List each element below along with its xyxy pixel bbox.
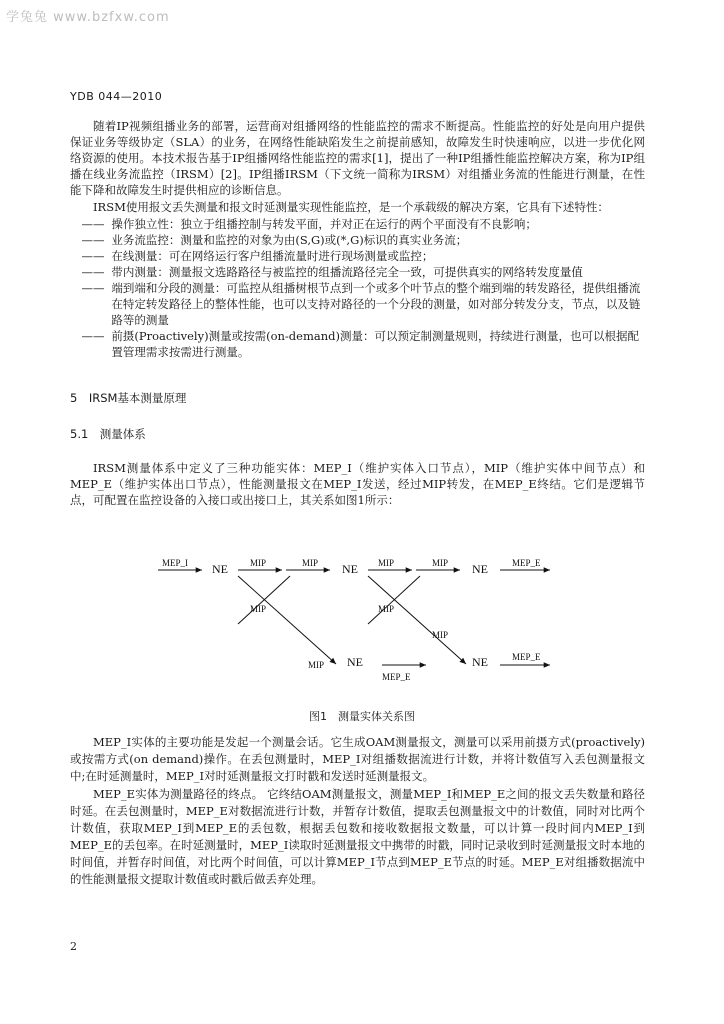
feature-item (70, 280, 645, 328)
feature-text: 在线测量：可在网络运行客户组播流量时进行现场测量或监控； (111, 249, 434, 263)
dash-marker: —— (81, 281, 105, 295)
document-code: YDB 044—2010 (70, 90, 163, 103)
main-content (70, 118, 645, 509)
feature-item (70, 328, 645, 360)
label-mip-top-4: MIP (432, 558, 449, 568)
node-ne-3: NE (472, 562, 488, 576)
feature-text: 端到端和分段的测量：可监控从组播树根节点到一个或多个叶节点的整个端到端的转发路径，提供组播流在特定转发路径上的整体性能，也可以支持对路径的一个分段的测量，如对部分转发分支，节点，以及链路等的测量 (111, 281, 641, 327)
node-ne-1: NE (212, 562, 228, 576)
page-number: 2 (70, 940, 77, 953)
feature-text: 前摄(Proactively)测量或按需(on-demand)测量：可以预定制测量规则，持续进行测量，也可以根据配置管理需求按需进行测量。 (111, 329, 639, 359)
label-mip-top-3: MIP (378, 558, 395, 568)
mep-i-paragraph: MEP_I实体的主要功能是发起一个测量会话。它生成OAM测量报文，测量可以采用前摄方式(proactively)或按需方式(on demand)操作。在丢包测量时，MEP_I对组播数据流进行计数，并将计数值写入丢包测量报文中;在时延测量时，MEP_I对时延测量报文打时戳和发送时延测量报文。 (70, 735, 645, 783)
entity-description (70, 734, 645, 889)
diag-arrow-ne2-ne5 (368, 576, 466, 664)
system-paragraph: IRSM测量体系中定义了三种功能实体：MEP_I（维护实体入口节点），MIP（维护实体中间节点）和MEP_E（维护实体出口节点），性能测量报文在MEP_I发送，经过MIP转发，在MEP_E终结。它们是逻辑节点，可配置在监控设备的入接口或出接口上，其关系如图1所示： (70, 461, 645, 507)
entity-relation-diagram (120, 552, 600, 692)
label-mip-diag-1: MIP (250, 604, 267, 614)
label-mip-top-2: MIP (302, 558, 319, 568)
dash-marker: —— (81, 265, 105, 279)
watermark: 学兔兔 www.bzfxw.com (6, 10, 170, 25)
label-mep-i: MEP_I (162, 558, 189, 568)
label-mip-diag-3: MIP (432, 630, 449, 640)
dash-marker: —— (81, 329, 105, 343)
label-mip-bottom: MIP (308, 660, 325, 670)
section-heading-5-1: 5.1 测量体系 (70, 427, 146, 441)
dash-marker: —— (81, 217, 105, 231)
mep-e-paragraph: MEP_E实体为测量路径的终点。 它终结OAM测量报文，测量MEP_I和MEP_E之间的报文丢失数量和路径时延。在丢包测量时，MEP_E对数据流进行计数，并暂存计数值，提取丢包测量报文中的计数值，同时对比两个计数值，获取MEP_I到MEP_E的丢包数，根据丢包数和接收数据报文数量，可以计算一段时间内MEP_I到MEP_E的丢包率。在时延测量时，MEP_I读取时延测量报文中携带的时戳，同时记录收到时延测量报文时本地的时间值，并暂存时间值，对比两个时间值，可以计算MEP_I节点到MEP_E节点的时延。MEP_E对组播数据流中的性能测量报文提取计数值或时戳后做丢弃处理。 (70, 787, 645, 886)
figure-caption: 图1 测量实体关系图 (309, 710, 415, 723)
feature-item (70, 264, 645, 280)
feature-item (70, 232, 645, 248)
label-mip-diag-2: MIP (378, 604, 395, 614)
feature-item (70, 248, 645, 264)
dash-marker: —— (81, 249, 105, 263)
node-ne-4: NE (347, 655, 363, 669)
section-heading-5: 5 IRSM基本测量原理 (70, 391, 187, 405)
intro-paragraph: 随着IP视频组播业务的部署，运营商对组播网络的性能监控的需求不断提高。性能监控的好处是向用户提供保证业务等级协定（SLA）的业务，在网络性能缺陷发生之前提前感知，故障发生时快速响应，以进一步优化网络资源的使用。本技术报告基于IP组播网络性能监控的需求[1]，提出了一种IP组播性能监控解决方案，称为IP组播在线业务流监控（IRSM）[2]。IP组播IRSM（下文统一简称为IRSM）对组播业务流的性能进行测量，在性能下降和故障发生时提供相应的诊断信息。 (70, 119, 645, 197)
label-mep-e-bottom-2: MEP_E (512, 652, 541, 662)
feature-text: 带内测量：测量报文选路路径与被监控的组播流路径完全一致，可提供真实的网络转发度量值 (111, 265, 583, 279)
label-mep-e-top: MEP_E (512, 558, 541, 568)
label-mip-top-1: MIP (250, 558, 267, 568)
feature-list (70, 216, 645, 360)
label-mep-e-bottom-1: MEP_E (382, 672, 411, 682)
features-intro: IRSM使用报文丢失测量和报文时延测量实现性能监控，是一个承载级的解决方案，它具有下述特性： (93, 200, 609, 214)
node-ne-2: NE (342, 562, 358, 576)
diag-arrow-ne1-ne4 (238, 576, 336, 664)
node-ne-5: NE (472, 655, 488, 669)
feature-item (70, 216, 645, 232)
feature-text: 业务流监控：测量和监控的对象为由(S,G)或(*,G)标识的真实业务流； (111, 233, 468, 247)
feature-text: 操作独立性：独立于组播控制与转发平面，并对正在运行的两个平面没有不良影响； (111, 217, 537, 231)
dash-marker: —— (81, 233, 105, 247)
